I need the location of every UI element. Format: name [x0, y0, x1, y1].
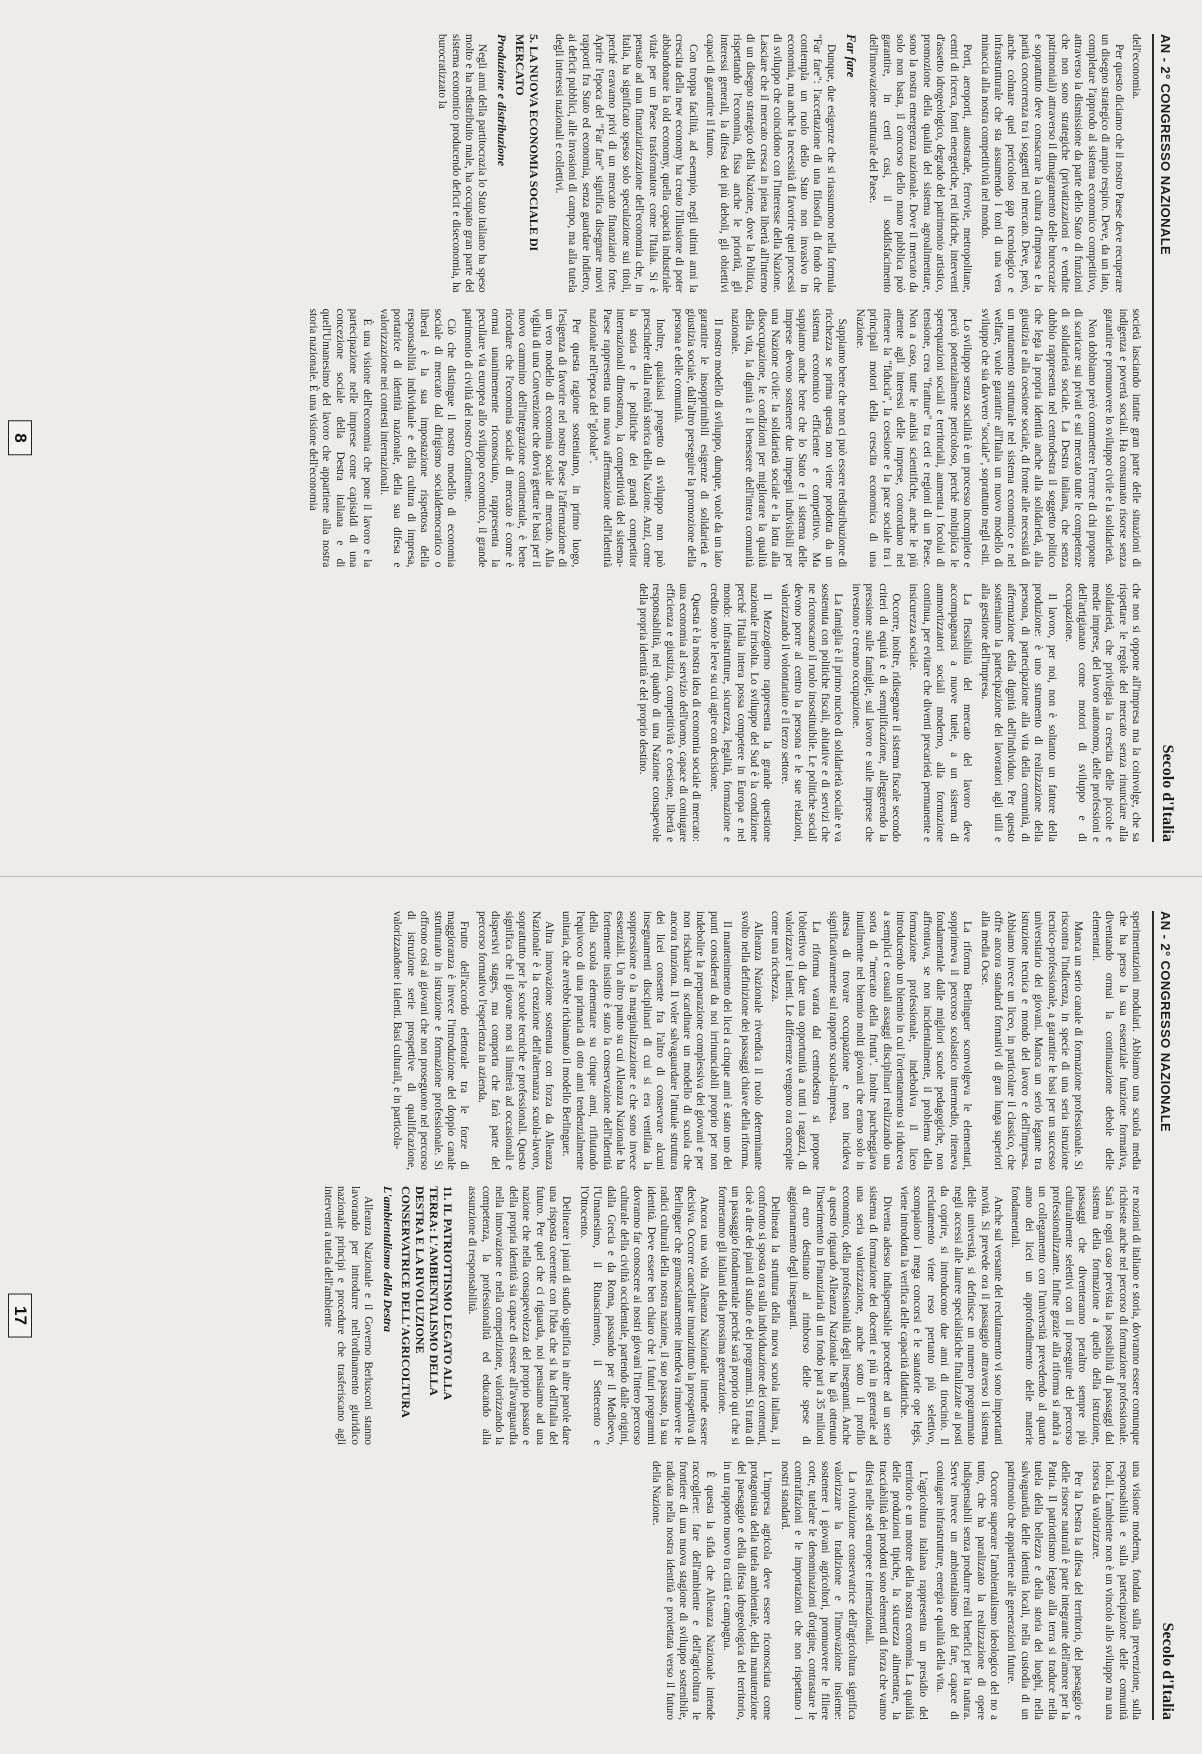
- paragraph: Alleanza Nazionale rivendica il ruolo determinante svolto nella definizione dei passaggi chiave della riforma.: [738, 911, 765, 1170]
- page-number: 8: [8, 420, 32, 455]
- text-columns: [62, 34, 1142, 842]
- subchapter-heading: L'ambientalismo della Destra: [381, 1186, 396, 1332]
- congress-header: AN - 2° CONGRESSO NAZIONALE: [1158, 34, 1173, 256]
- column-1: [62, 34, 1142, 293]
- running-head: [1152, 34, 1176, 842]
- paragraph: La famiglia è il primo nucleo di solidarietà sociale e va sostenuta con politiche fiscali, abitative e di servizi che ne riconoscano il ruolo insostituibile. Le politiche sociali devono porre al centro la persona e le sue relazioni, valorizzando il volontariato e il terzo settore.: [778, 583, 845, 842]
- paragraph: re nozioni di italiano e storia, dovranno essere comunque richieste anche nel percorso di formazione professionale. Sarà in ogni caso prevista la possibilità di passaggi dal sistema della formazione a quello della istruzione, passaggi che diventeranno peraltro sempre più culturalmente selettivi con il proseguire del percorso professionalizzante. Infine grazie alla riforma si andrà a un collegamento con l'università prevedendo al quarto anno dei licei un approfondimento delle materie fondamentali.: [1009, 1186, 1142, 1445]
- paragraph: sperimentazioni modulari. Abbiamo una scuola media che ha perso la sua essenziale funzione formativa, diventando ormai la continuazione debole delle elementari.: [1089, 911, 1142, 1170]
- column-2: [62, 309, 1142, 568]
- congress-header: AN - 2° CONGRESSO NAZIONALE: [1158, 911, 1173, 1133]
- paragraph: L'impresa agricola deve essere riconosciuta come protagonista della tutela ambientale, della manutenzione del paesaggio e della difesa idrogeologica del territorio, in un rapporto nuovo tra città e campagna.: [721, 1461, 774, 1720]
- paragraph: Ancora una volta Alleanza Nazionale intende essere decisiva. Occorre cancellare innanzitutto la prospettiva di Berlinguer che gramscianamente intendeva rimuovere le radici culturali della nostra nazione, il suo passato, la sua identità. Deve essere ben chiaro che i futuri programmi dovranno far conoscere ai nostri giovani l'intero percorso culturale della civiltà occidentale, partendo dalle origini, dalla Grecia e da Roma, passando per il Medioevo, l'Umanesimo, il Rinascimento, il Settecento e l'Ottocento.: [577, 1186, 711, 1445]
- paragraph: Per questo diciamo che il nostro Paese deve recuperare un disegno strategico di ampio respiro. Deve, da un lato, completare l'approdo al sistema economico competitivo, attraverso la dismissione da parte dello Stato di funzioni che non sono strategiche (privatizzazioni e vendite patrimoniali) attraverso il dimagramento delle burocrazie e soprattutto deve consacrare la cultura d'impresa e la parità concorrenza tra i soggetti nel mercato. Deve, però, anche colmare quel pericoloso gap tecnologico e infrastrutturale che sta assumendo i toni di una vera minaccia alla nostra competitività nel mondo.: [978, 34, 1125, 293]
- paragraph: Anche sul versante del reclutamento vi sono importanti novità. Si prevede ora il passaggio attraverso il sistema delle università, si definisce un numero programmato negli accessi alle lauree specialistiche finalizzate ai posti da coprire, si introducono due anni di tirocinio. Il reclutamento viene reso pertanto più selettivo, scompaiono i mega concorsi e le sanatorie ope legis, viene introdotta la verifica delle capacità didattiche.: [898, 1186, 1004, 1445]
- paragraph: Il Mezzogiorno rappresenta la grande questione nazionale irrisolta. Lo sviluppo del Sud è la condizione perché l'Italia intera possa competere in Europa e nel mondo: infrastrutture, sicurezza, legalità, formazione e credito sono le leve su cui agire con decisione.: [707, 583, 774, 842]
- paragraph: Inoltre, qualsiasi progetto di sviluppo non può prescindere dalla realtà storica della Nazione. Anzi, come la storia e le politiche dei grandi competitor internazionali dimostrano, la competitività del sistema-Paese rappresenta una nuova affermazione dell'identità nazionale nell'epoca del "globale".: [587, 308, 667, 568]
- subchapter-heading: Produzione e distribuzione: [495, 34, 510, 167]
- paragraph: dell'economia.: [1130, 34, 1142, 100]
- column-1: [62, 911, 1142, 1170]
- paragraph: Occorre, inoltre, ridisegnare il sistema fiscale secondo criteri di equità e di semplificazione, alleggerendo la pressione sulle famiglie, sul lavoro e sulle imprese che investono e creano occupazione.: [849, 583, 903, 842]
- paragraph: che non si oppone all'impresa ma la coinvolge, che sa rispettare le regole del mercato senza rinunciare alla solidarietà, che privilegia la crescita delle piccole e medie imprese, del lavoro autonomo, delle professioni e dell'artigianato come motori di sviluppo e di occupazione.: [1062, 583, 1142, 842]
- paragraph: Con troppa facilità, ad esempio, negli ultimi anni la crescita della new economy ha creato l'illusione di poter abbandonare la old economy, quella capacità industriale vitale per un Paese trasformatore come l'Italia. Si è pensato ad una finanziarizzazione dell'economia che, in Italia, ha significato spesso solo speculazione sui titoli, perché eravamo privi di un mercato finanziario forte. Aprire l'epoca del "Far fare" significa disegnare nuovi rapporti fra Stato ed economia, senza guardare indietro, ai deficit pubblici, alle invasioni di campo, ma alla tutela degli interessi nazionali e collettivi.: [552, 34, 699, 293]
- paragraph: È una visione dell'economia che pone il lavoro e la partecipazione nelle imprese come capisaldi di una concezione sociale della Destra italiana e di quell'Umanesimo del lavoro che appartiene alla nostra storia nazionale. È una visione dell'economia: [307, 308, 373, 568]
- paragraph: Alleanza Nazionale e il Governo Berlusconi stanno lavorando per introdurre nell'ordinamento giuridico nazionale principi e procedure che trasferiscano agli interventi a tutela dell'ambiente: [321, 1186, 375, 1445]
- paragraph: È questa la sfida che Alleanza Nazionale intende raccogliere: fare dell'ambiente e dell'agricoltura le frontiere di una nuova stagione di sviluppo sostenibile, radicata nella nostra identità e proiettata verso il futuro della Nazione.: [650, 1461, 716, 1720]
- paragraph: Questa è la nostra idea di economia sociale di mercato: una economia al servizio dell'uomo, capace di coniugare efficienza e giustizia, competitività e coesione, libertà e responsabilità, nel quadro di una Nazione consapevole della propria identità e del proprio destino.: [636, 583, 703, 842]
- column-3: [62, 583, 1142, 842]
- section-title: Far fare: [843, 34, 858, 78]
- paragraph: L'agricoltura italiana rappresenta un presidio del territorio e un motore della nostra economia. La qualità delle produzioni tipiche, la sicurezza alimentare, la tracciabilità dei prodotti sono elementi di forza che vanno difesi nelle sedi europee e internazionali.: [863, 1461, 929, 1720]
- paragraph: Ciò che distingue il nostro modello di economia sociale di mercato dal dirigismo socialdemocratico o liberal è la sua impostazione rispettosa della responsabilità individuale e della cultura di impresa, portatrice di identità nazionale, della sua difesa e valorizzazione nei contesti internazionali.: [378, 308, 458, 568]
- paragraph: Occorre superare l'ambientalismo ideologico del no a tutto, che ha paralizzato la realizzazione di opere indispensabili senza produrre reali benefici per la natura. Serve invece un ambientalismo del fare, capace di coniugare infrastrutture, energia e qualità della vita.: [934, 1461, 1000, 1720]
- page-number: 17: [8, 1293, 32, 1338]
- paragraph: La rivoluzione conservatrice dell'agricoltura significa valorizzare la tradizione e l'innovazione insieme: sostenere i giovani agricoltori, promuovere le filiere corte, tutelare le denominazioni d'origine, contrastare le contraffazioni e le importazioni che non rispettano i nostri standard.: [778, 1461, 858, 1720]
- paragraph: Dunque, due esigenze che si riassumono nella formula "Far fare": l'accettazione di una filosofia di fondo che contempla un ruolo dello Stato non invasivo in economia, ma anche la necessità di favorire quei processi di sviluppo che coincidono con l'interesse della Nazione. Lasciare che il mercato cresca in piena libertà all'interno di un disegno strategico della Nazione, dove la Politica, rispettando l'economia, fissa anche le priorità, gli interessi generali, la difesa dei più deboli, gli obiettivi capaci di garantire il futuro.: [704, 34, 837, 293]
- column-2: [62, 1186, 1142, 1445]
- paragraph: una visione moderna, fondata sulla prevenzione, sulla responsabilità e sulla partecipazione delle comunità locali. L'ambiente non è un vincolo allo sviluppo ma una risorsa da valorizzare.: [1089, 1461, 1142, 1720]
- paragraph: Il mantenimento dei licei a cinque anni è stato uno dei punti considerati da noi irrinunciabili proprio per non indebolire la preparazione complessiva dei giovani e per non rischiare di scardinare un modello di scuola che ancora funziona. Il voler salvaguardare l'attuale struttura dei licei consente fra l'altro di conservare alcuni insegnamenti disciplinari di cui si era ventilata la soppressione o la marginalizzazione e che sono invece essenziali. Un altro punto su cui Alleanza Nazionale ha fortemente insistito è stato la conservazione dell'identità della scuola elementare su cinque anni, rifiutando l'equivoco di una primaria di otto anni tendenzialmente unitaria, che avrebbe richiamato il modello Berlinguer.: [560, 911, 734, 1170]
- chapter-heading: 5. LA NUOVA ECONOMIA SOCIALE DI MERCATO: [513, 34, 542, 252]
- paragraph: Porti, aeroporti, autostrade, ferrovie, metropolitane, centri di ricerca, fonti energetiche, reti idriche, interventi d'assetto idrogeologico, degrado del patrimonio artistico, promozione della qualità del sistema agroalimentare, sono la nostra emergenza nazionale. Dove il mercato da solo non basta, il concorso dello mano pubblica può garantire, in certi casi, il soddisfacimento dell'innovazione strutturale del Paese.: [867, 34, 974, 293]
- paragraph: Il lavoro, per noi, non è soltanto un fattore della produzione: è uno strumento di realizzazione della persona, di partecipazione alla vita della comunità, di affermazione della dignità dell'individuo. Per questo sosteniamo la partecipazione dei lavoratori agli utili e alla gestione dell'impresa.: [978, 583, 1058, 842]
- paragraph: Non dobbiamo però commettere l'errore di chi propone di scaricare sui privati e sul mercato tutte le competenze di solidarietà sociale. La Destra italiana, che senza dubbio rappresenta nel centrodestra il soggetto politico che lega la propria identità anche alla solidarietà, alla giustizia e alla coesione sociale, di fronte alle necessità di un mutamento strutturale nel sistema economico e nel welfare, vuole garantire all'Italia un nuovo modello di sviluppo che sia davvero "sociale", soprattutto negli esiti.: [978, 308, 1098, 568]
- paragraph: La flessibilità del mercato del lavoro deve accompagnarsi a nuove tutele, a un sistema di ammortizzatori sociali moderno, alla formazione continua, per evitare che diventi precarietà permanente e insicurezza sociale.: [907, 583, 974, 842]
- newspaper-name: Secolo d'Italia: [1159, 744, 1176, 842]
- page-17: [0, 877, 1202, 1754]
- paragraph: Manca un serio canale di formazione professionale. Si riscontra l'indicenza, in specie di una seria istruzione tecnico-professionale, a garantire le basi per un successo universitario dei giovani. Manca un serio legame tra istruzione tecnica e mondo del lavoro e dell'impresa. Abbiamo invece un liceo, in particolare il classico, che offre ancora standard formativi di gran lunga superiori alla media Ocse.: [978, 911, 1085, 1170]
- paragraph: La riforma varata dal centrodestra si propone l'obiettivo di dare una opportunità a tutti i ragazzi, di valorizzare i talenti. Le differenze vengono ora concepite come una ricchezza.: [769, 911, 822, 1170]
- paragraph: Altra innovazione sostenuta con forza da Alleanza Nazionale è la creazione dell'alternanza scuola-lavoro, soprattutto per le scuole tecniche e professionali. Questo significa che il giovane non si limiterà ad occasionali e dispersivi stages, ma comporta che farà parte del percorso formativo l'esperienza in azienda.: [475, 911, 555, 1170]
- paragraph: Frutto dell'accordo elettorale tra le forze di maggioranza è invece l'introduzione del doppio canale strutturato in istruzione e formazione professionale. Si offrono così ai giovani che non proseguono nel percorso di istruzione serie prospettive di qualificazione, valorizzandone i talenti. Basi culturali, e in particola-: [391, 911, 471, 1170]
- paragraph: Il nostro modello di sviluppo, dunque, vuole da un lato garantire le insopprimibili esigenze di solidarietà e giustizia sociale, dall'altro perseguire la promozione della persona e delle comunità.: [671, 308, 724, 568]
- paragraph: La riforma Berlinguer sconvolgeva le elementari, sopprimeva il percorso scolastico intermedio, riteneva fondamentale dalle migliori scuole pedagogiche, non affrontava, se non incidentalmente, il problema della formazione professionale, indeboliva il liceo introducendo un biennio in cui l'orientamento si riduceva a semplici e casuali assaggi disciplinari realizzando una sorta di "mercato della frutta". Inoltre parcheggiava inutilmente nel biennio molti giovani che erano solo in attesa di trovare occupazione e non incideva significativamente sul rapporto scuola-impresa.: [827, 911, 974, 1170]
- paragraph: Per la Destra la difesa del territorio, del paesaggio e delle risorse naturali è parte integrante dell'amore per la Patria. Il patriottismo legato alla terra si traduce nella tutela della bellezza e della storia dei luoghi, nella salvaguardia delle identità locali, nella custodia di un patrimonio che appartiene alle generazioni future.: [1005, 1461, 1085, 1720]
- text-columns: [62, 911, 1142, 1720]
- paragraph: Per questa ragione sosteniamo, in primo luogo, l'esigenza di favorire nel nostro Paese l'affermazione di un vero modello di economia sociale di mercato. Alla vigilia di una Convenzione che dovrà gettare le basi per il nuovo cammino dell'integrazione continentale, è bene ricordare che l'economia sociale di mercato è come è ormai unanimemente riconosciuto, rappresenta la peculiare via europea allo sviluppo economico, il grande patrimonio di civiltà del nostro Continente.: [462, 308, 582, 568]
- paragraph: Lo sviluppo senza socialità è un processo incompleto e perciò potenzialmente pericoloso, perché moltiplica le sperequazioni sociali e territoriali, aumenta i focolai di tensione, crea "fratture" tra ceti e regioni di un Paese. Non a caso, tutte le analisi scientifiche, anche le più attente agli interessi delle imprese, concordano nel ritenere la "fiducia", la coesione e la pace sociale tra i principali motori della crescita economica di una Nazione.: [853, 308, 974, 568]
- paragraph: Sappiamo bene che non ci può essere redistribuzione di ricchezza se prima questa non viene prodotta da un sistema economico efficiente e competitivo. Ma sappiamo anche bene che lo Stato e il sistema delle imprese devono sostenere due impegni indivisibili per una Nazione civile: la solidarietà sociale e la lotta alla disoccupazione, le condizioni per migliorare la qualità della vita, la dignità e il benessere dell'intera comunità nazionale.: [729, 308, 849, 568]
- paragraph: società lasciando intatte gran parte delle situazioni di indigenza e povertà sociali. Ha consumato risorse senza garantire e promuovere lo sviluppo civile e la solidarietà.: [1103, 308, 1142, 568]
- paragraph: Delineata la struttura della nuova scuola italiana, il confronto si sposta ora sulla individuazione dei contenuti, cioè a dire dei piani di studio e dei programmi. Si tratta di un passaggio fondamentale perché sarà proprio qui che si formeranno gli italiani della prossima generazione.: [715, 1186, 782, 1445]
- paragraph: Negli anni della partitocrazia lo Stato italiano ha speso molto e ha redistribuito male, ha occupato gran parte del sistema economico producendo deficit e diseconomia, ha burocratizzato la: [436, 34, 489, 293]
- chapter-heading: 11. IL PATRIOTTISMO LEGATO ALLA TERRA: L'AMBIENTALISMO DELLA DESTRA E LA RIVOLUZIONE CONSERVATRICE DELL'AGRICOLTURA: [399, 1186, 456, 1418]
- paragraph: Diventa adesso indispensabile procedere ad un serio sistema di formazione dei docenti e più in generale ad una seria valorizzazione, anche sotto il profilo economico, della professionalità degli insegnanti. Anche a questo riguardo Alleanza Nazionale ha già ottenuto l'inserimento in Finanziaria di un fondo pari a 35 milioni di euro destinato al rimborso delle spese di aggiornamento degli insegnanti.: [786, 1186, 893, 1445]
- newspaper-name: Secolo d'Italia: [1159, 1622, 1176, 1720]
- running-head: [1152, 911, 1176, 1720]
- column-3: [62, 1461, 1142, 1720]
- paragraph: Delineare i piani di studio significa in altre parole dare una risposta coerente con l'idea che si ha dell'Italia del futuro. Per quel che ci riguarda, noi pensiamo ad una nazione che nella consapevolezza del proprio passato e della propria identità sia capace di essere all'avanguardia nella innovazione e nella competizione, valorizzando la competenza, la professionalità ed educando alla assunzione di responsabilità.: [466, 1186, 573, 1445]
